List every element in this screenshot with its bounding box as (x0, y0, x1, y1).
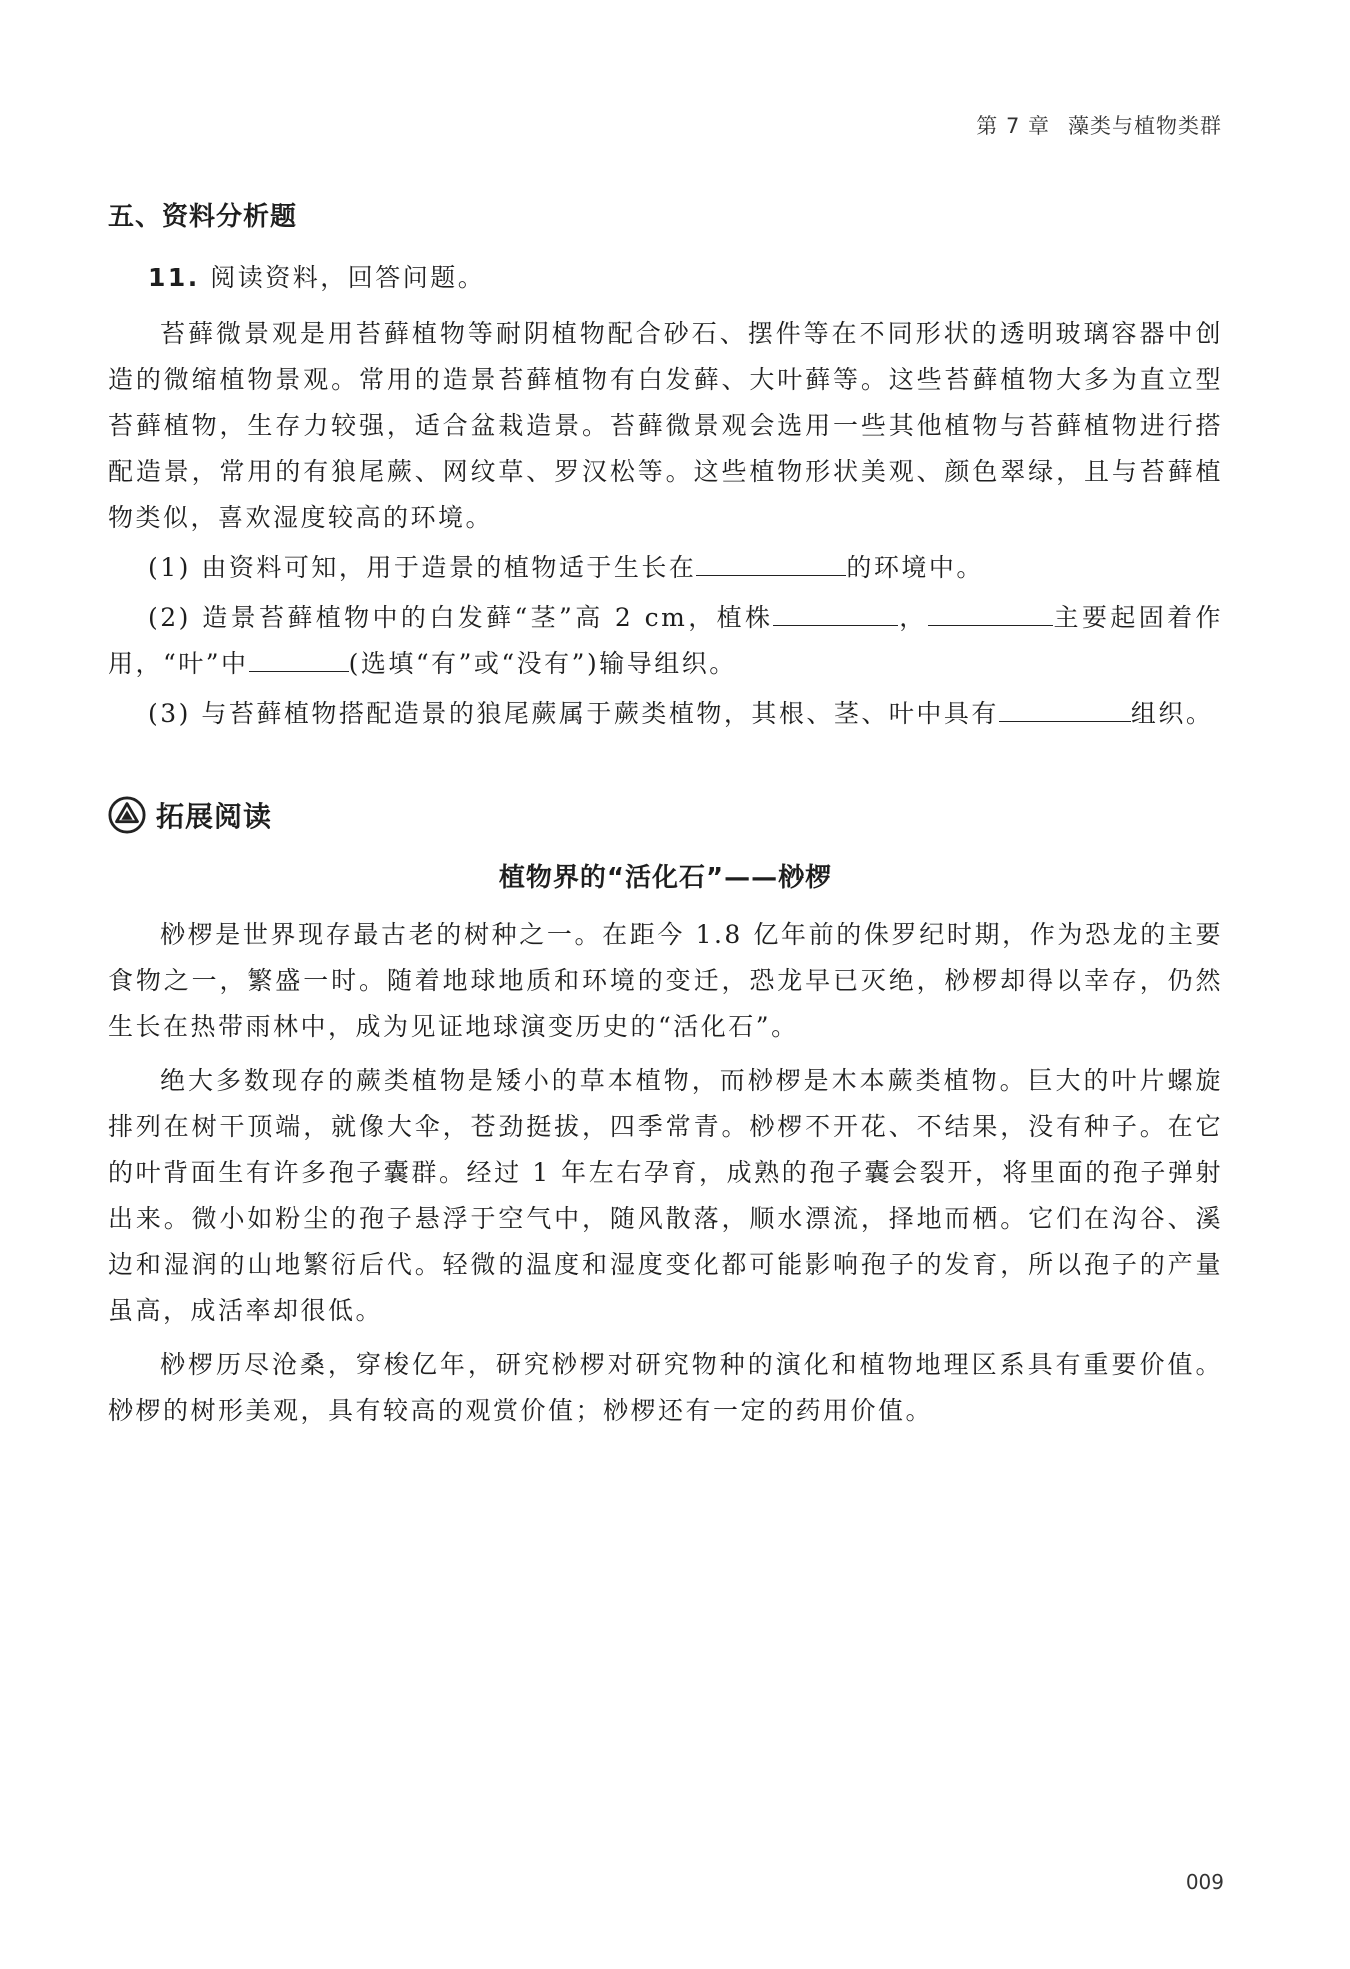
reading-emblem-icon (108, 796, 146, 834)
question-number: 11. (148, 263, 200, 292)
question-prompt-text: 阅读资料，回答问题。 (210, 263, 486, 292)
answer-blank-2c (249, 645, 349, 672)
answer-blank-2b (928, 599, 1053, 626)
main-content (108, 196, 1223, 1434)
sub3-text-before: (3) 与苔藓植物搭配造景的狼尾蕨属于蕨类植物，其根、茎、叶中具有 (148, 699, 999, 728)
answer-blank-2a (773, 599, 898, 626)
sub2-part2: ， (898, 603, 928, 632)
sub3-text-after: 组织。 (1130, 699, 1214, 728)
extension-heading (108, 795, 1223, 835)
answer-blank-3 (999, 695, 1131, 722)
sub1-text-after: 的环境中。 (846, 553, 984, 582)
running-header (976, 110, 1222, 140)
extension-heading-text: 拓展阅读 (156, 800, 273, 833)
article-paragraph-1: 桫椤是世界现存最古老的树种之一。在距今 1.8 亿年前的侏罗纪时期，作为恐龙的主要食物之一，繁盛一时。随着地球地质和环境的变迁，恐龙早已灭绝，桫椤却得以幸存，仍然生长在热带雨林中，成为见证地球演变历史的“活化石”。 (108, 920, 1223, 1041)
sub-question-3 (108, 691, 1223, 737)
sub-question-1 (108, 545, 1223, 591)
article-title: 植物界的“活化石”——桫椤 (498, 863, 833, 893)
sub2-part3: 主要起固着作用，“叶”中 (108, 603, 1223, 678)
chapter-number: 第 7 章 (976, 114, 1050, 138)
question-prompt (108, 255, 1223, 301)
sub2-part4: (选填“有”或“没有”)输导组织。 (348, 649, 737, 678)
article-paragraph-3: 桫椤历尽沧桑，穿梭亿年，研究桫椤对研究物种的演化和植物地理区系具有重要价值。桫椤的树形美观，具有较高的观赏价值；桫椤还有一定的药用价值。 (108, 1350, 1223, 1425)
sub-question-2 (108, 595, 1223, 687)
material-paragraph: 苔藓微景观是用苔藓植物等耐阴植物配合砂石、摆件等在不同形状的透明玻璃容器中创造的微缩植物景观。常用的造景苔藓植物有白发藓、大叶藓等。这些苔藓植物大多为直立型苔藓植物，生存力较强，适合盆栽造景。苔藓微景观会选用一些其他植物与苔藓植物进行搭配造景，常用的有狼尾蕨、网纹草、罗汉松等。这些植物形状美观、颜色翠绿，且与苔藓植物类似，喜欢湿度较高的环境。 (108, 319, 1223, 532)
section-title: 五、资料分析题 (108, 202, 298, 232)
sub1-text-before: (1) 由资料可知，用于造景的植物适于生长在 (148, 553, 697, 582)
answer-blank-1 (696, 549, 846, 576)
chapter-title: 藻类与植物类群 (1068, 114, 1222, 138)
page-number: 009 (1185, 1870, 1224, 1894)
sub2-part1: (2) 造景苔藓植物中的白发藓“茎”高 2 cm，植株 (148, 603, 774, 632)
article-paragraph-2: 绝大多数现存的蕨类植物是矮小的草本植物，而桫椤是木本蕨类植物。巨大的叶片螺旋排列在树干顶端，就像大伞，苍劲挺拔，四季常青。桫椤不开花、不结果，没有种子。在它的叶背面生有许多孢子囊群。经过 1 年左右孕育，成熟的孢子囊会裂开，将里面的孢子弹射出来。微小如粉尘的孢子悬浮于空气中，随风散落，顺水漂流，择地而栖。它们在沟谷、溪边和湿润的山地繁衍后代。轻微的温度和湿度变化都可能影响孢子的发育，所以孢子的产量虽高，成活率却很低。 (108, 1066, 1223, 1325)
